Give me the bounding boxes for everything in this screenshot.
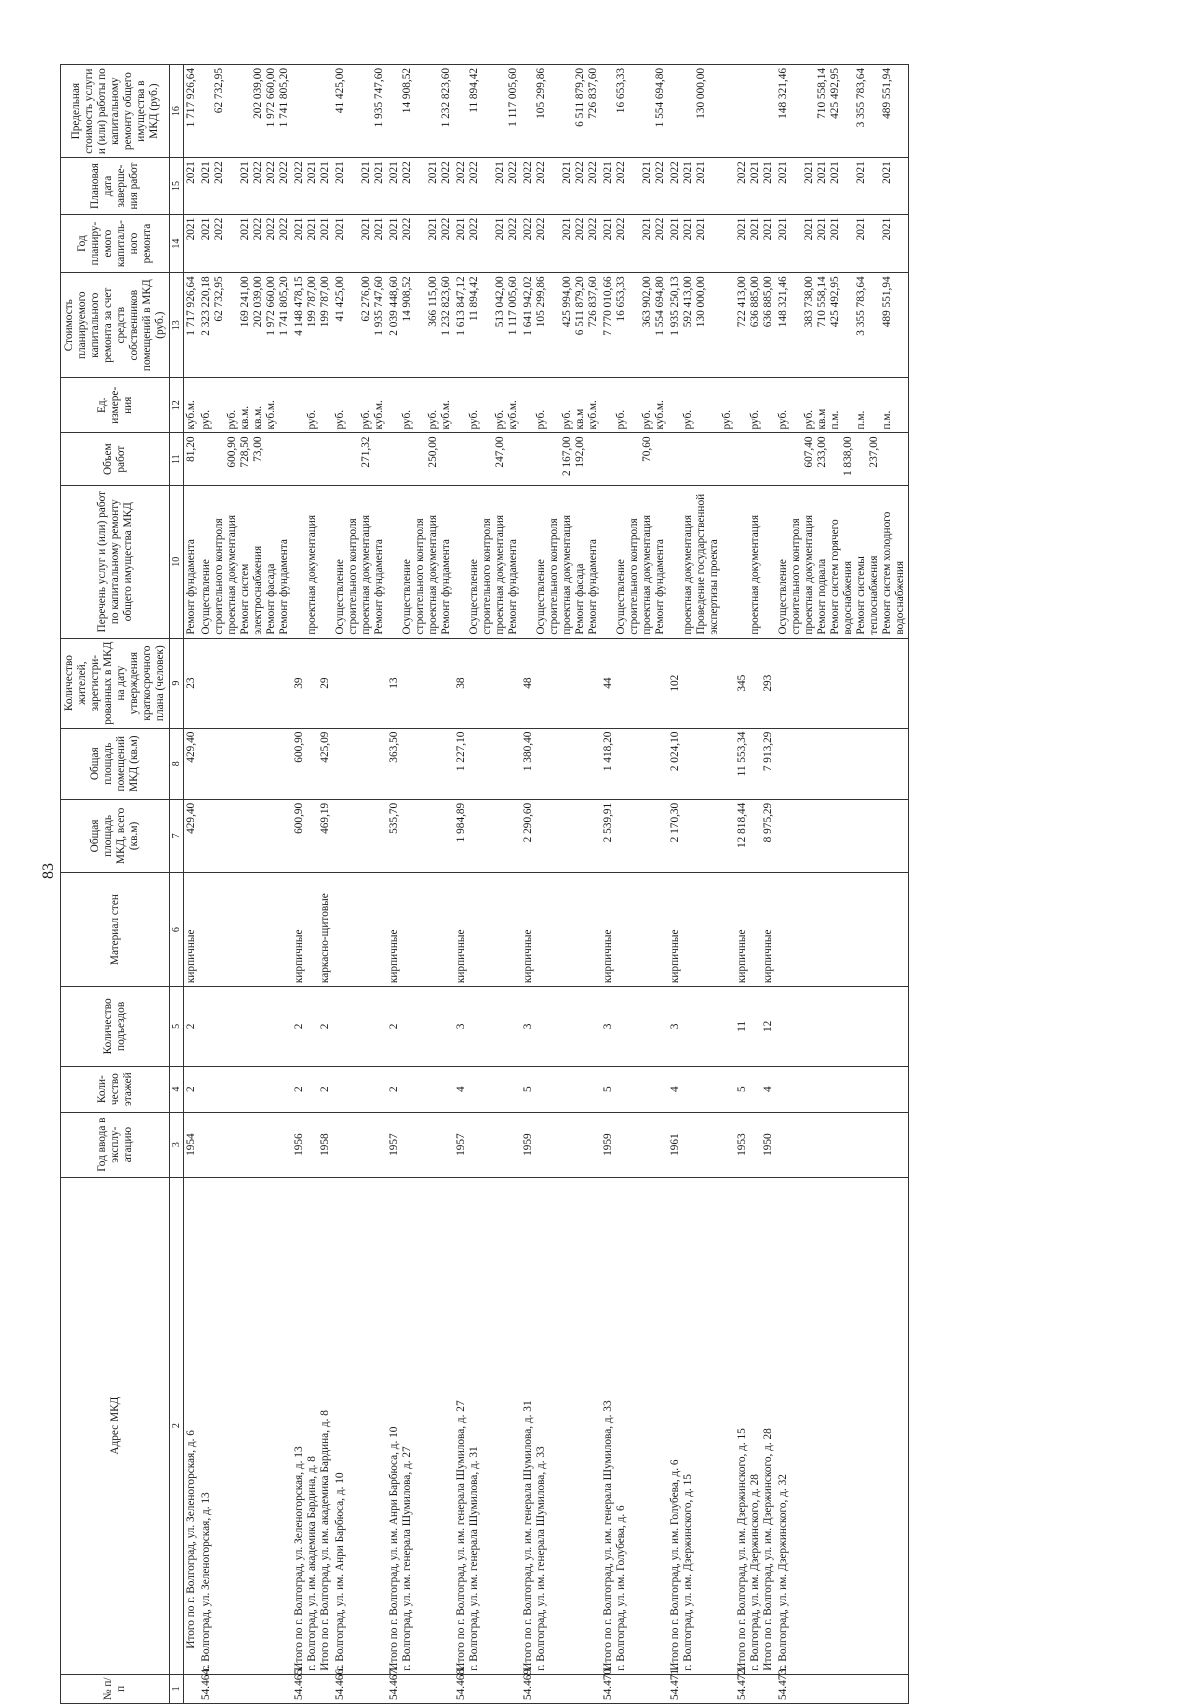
cell-premises-area: 11 553,34 7 913,29 bbox=[735, 728, 776, 799]
cell-residents: 44 bbox=[601, 638, 668, 728]
cell-total-area: 2 170,30 bbox=[668, 799, 735, 872]
cell-cost-limit: 105 299,86 6 511 879,20 726 837,60 bbox=[521, 65, 601, 158]
column-header-5: Количество подъездов bbox=[61, 987, 170, 1067]
cell-year-built bbox=[776, 1112, 909, 1177]
cell-total-area bbox=[776, 799, 909, 872]
cell-residents bbox=[776, 638, 909, 728]
cell-premises-area: 1 227,10 bbox=[454, 728, 521, 799]
table-header bbox=[61, 65, 184, 1704]
page-number: 83 bbox=[40, 863, 57, 879]
column-number-5: 5 bbox=[170, 987, 184, 1067]
cell-entrances bbox=[333, 987, 387, 1067]
cell-premises-area bbox=[199, 728, 292, 799]
cell-floors bbox=[199, 1066, 292, 1112]
cell-work-volume bbox=[668, 433, 735, 485]
cell-wall-material: кирпичные bbox=[668, 873, 735, 987]
cell-wall-material bbox=[199, 873, 292, 987]
cell-wall-material bbox=[333, 873, 387, 987]
cell-unit: руб. руб. куб.м. bbox=[454, 378, 521, 433]
cell-work-volume: 600,90 728,50 73,00 bbox=[199, 433, 292, 485]
cell-unit: руб. руб. bbox=[668, 378, 735, 433]
cell-entrances: 3 bbox=[454, 987, 521, 1067]
column-number-14: 14 bbox=[170, 214, 184, 273]
cell-entrances: 2 2 bbox=[292, 987, 333, 1067]
cell-repair-year: 2021 2021 2021 bbox=[292, 214, 333, 273]
column-number-1: 1 bbox=[170, 1674, 184, 1703]
cell-premises-area: 1 380,40 bbox=[521, 728, 601, 799]
cell-residents: 23 bbox=[184, 638, 200, 728]
cell-entrances bbox=[776, 987, 909, 1067]
cell-completion-date: 2021 bbox=[184, 158, 200, 215]
cell-work-list: Осуществление строительного контроля проектная документация Ремонт подвала Ремонт систем горячего водоснабжения Ремонт системы теплоснабжения Ремонт систем холодного водоснабжения bbox=[776, 485, 909, 638]
cell-repair-year: 2021 2021 2021 bbox=[735, 214, 776, 273]
cell-premises-area: 600,90 425,09 bbox=[292, 728, 333, 799]
column-header-7: Общая площадь МКД, всего (кв.м) bbox=[61, 799, 170, 872]
column-number-7: 7 bbox=[170, 799, 184, 872]
cell-completion-date: 2022 2021 2021 bbox=[292, 158, 333, 215]
cell-address: Итого по г. Волгоград, ул. им. генерала Шумилова, д. 33 г. Волгоград, ул. им. Голубева, д. 6 bbox=[601, 1177, 668, 1674]
cell-year-built: 1961 bbox=[668, 1112, 735, 1177]
cell-work-volume: 250,00 bbox=[387, 433, 454, 485]
column-header-6: Материал стен bbox=[61, 873, 170, 987]
cell-year-built: 1957 bbox=[454, 1112, 521, 1177]
cell-work-volume: 2 167,00 192,00 bbox=[521, 433, 601, 485]
table-row bbox=[387, 65, 454, 1704]
cell-total-area bbox=[333, 799, 387, 872]
cell-total-area: 12 818,44 8 975,29 bbox=[735, 799, 776, 872]
cell-premises-area: 429,40 bbox=[184, 728, 200, 799]
column-number-16: 16 bbox=[170, 65, 184, 158]
column-number-9: 9 bbox=[170, 638, 184, 728]
cell-planned-cost: 1 717 926,64 bbox=[184, 273, 200, 378]
table-row bbox=[601, 65, 668, 1704]
cell-unit: руб. руб. куб.м. bbox=[601, 378, 668, 433]
cell-residents bbox=[333, 638, 387, 728]
cell-wall-material: кирпичные bbox=[521, 873, 601, 987]
cell-repair-year: 2021 2022 2021 2022 bbox=[601, 214, 668, 273]
cell-completion-date: 2021 2021 2021 bbox=[333, 158, 387, 215]
cell-planned-cost: 1 935 250,13 592 413,00 130 000,00 bbox=[668, 273, 735, 378]
cell-total-area bbox=[199, 799, 292, 872]
cell-residents bbox=[199, 638, 292, 728]
cell-floors: 5 4 bbox=[735, 1066, 776, 1112]
column-number-11: 11 bbox=[170, 433, 184, 485]
cell-address: Итого по г. Волгоград, ул. им. генерала Шумилова, д. 31 г. Волгоград, ул. им. генерала Шумилова, д. 33 bbox=[521, 1177, 601, 1674]
cell-residents: 102 bbox=[668, 638, 735, 728]
cell-work-volume bbox=[292, 433, 333, 485]
column-number-3: 3 bbox=[170, 1112, 184, 1177]
cell-row-number: 54.464. bbox=[199, 1674, 292, 1703]
table-row bbox=[454, 65, 521, 1704]
cell-unit: руб. руб. кв.м. кв.м. куб.м. bbox=[199, 378, 292, 433]
cell-premises-area: 363,50 bbox=[387, 728, 454, 799]
column-number-15: 15 bbox=[170, 158, 184, 215]
cell-row-number: 54.473. bbox=[776, 1674, 909, 1703]
cell-floors: 5 bbox=[601, 1066, 668, 1112]
column-header-10: Перечень услуг и (или) работ по капитальному ремонту общего имущества МКД bbox=[61, 485, 170, 638]
column-number-6: 6 bbox=[170, 873, 184, 987]
column-header-3: Год ввода в эксплу-атацию bbox=[61, 1112, 170, 1177]
cell-completion-date: 2021 2021 2021 2021 2021 2021 bbox=[776, 158, 909, 215]
cell-unit: куб.м. bbox=[184, 378, 200, 433]
cell-cost-limit: 41 425,00 1 935 747,60 bbox=[333, 65, 387, 158]
cell-entrances: 3 bbox=[668, 987, 735, 1067]
cell-unit: руб. руб. куб.м. bbox=[387, 378, 454, 433]
cell-completion-date: 2022 2021 2021 bbox=[735, 158, 776, 215]
cell-address: г. Волгоград, ул. им. Анри Барбюса, д. 10 bbox=[333, 1177, 387, 1674]
cell-planned-cost: 1 641 942,02 105 299,86 425 994,00 6 511 879,20 726 837,60 bbox=[521, 273, 601, 378]
cell-completion-date: 2021 2022 2021 2022 bbox=[387, 158, 454, 215]
cell-year-built: 1959 bbox=[601, 1112, 668, 1177]
cell-year-built bbox=[199, 1112, 292, 1177]
table-body bbox=[184, 65, 909, 1704]
cell-address: г. Волгоград, ул. Зеленогорская, д. 13 bbox=[199, 1177, 292, 1674]
table-row bbox=[292, 65, 333, 1704]
table-row bbox=[776, 65, 909, 1704]
column-number-4: 4 bbox=[170, 1066, 184, 1112]
cell-wall-material: кирпичные bbox=[184, 873, 200, 987]
cell-residents: 48 bbox=[521, 638, 601, 728]
table-row bbox=[333, 65, 387, 1704]
cell-year-built: 1959 bbox=[521, 1112, 601, 1177]
cell-total-area: 535,70 bbox=[387, 799, 454, 872]
cell-wall-material: кирпичные bbox=[387, 873, 454, 987]
cell-cost-limit bbox=[735, 65, 776, 158]
cell-total-area: 1 984,89 bbox=[454, 799, 521, 872]
cell-planned-cost: 2 039 448,60 14 908,52 366 115,00 1 232 823,60 bbox=[387, 273, 454, 378]
column-header-14: Год планиру-емого капиталь-ного ремонта bbox=[61, 214, 170, 273]
cell-work-list: Осуществление строительного контроля проектная документация Ремонт фундамента bbox=[454, 485, 521, 638]
cell-planned-cost: 41 425,00 62 276,00 1 935 747,60 bbox=[333, 273, 387, 378]
cell-floors: 5 bbox=[521, 1066, 601, 1112]
table-row bbox=[668, 65, 735, 1704]
cell-residents: 345 293 bbox=[735, 638, 776, 728]
cell-premises-area bbox=[333, 728, 387, 799]
cell-entrances: 2 bbox=[184, 987, 200, 1067]
table-row bbox=[199, 65, 292, 1704]
cell-repair-year: 2021 2022 2021 2022 bbox=[387, 214, 454, 273]
cell-cost-limit: 14 908,52 1 232 823,60 bbox=[387, 65, 454, 158]
cell-cost-limit: 62 732,95 202 039,00 1 972 660,00 1 741 805,20 bbox=[199, 65, 292, 158]
cell-work-volume: 81,20 bbox=[184, 433, 200, 485]
cell-planned-cost: 722 413,00 636 885,00 636 885,00 bbox=[735, 273, 776, 378]
cell-planned-cost: 2 323 220,18 62 732,95 169 241,00 202 039,00 1 972 660,00 1 741 805,20 bbox=[199, 273, 292, 378]
column-number-2: 2 bbox=[170, 1177, 184, 1674]
cell-row-number: 54.470. bbox=[601, 1674, 668, 1703]
cell-residents: 13 bbox=[387, 638, 454, 728]
cell-floors: 2 2 bbox=[292, 1066, 333, 1112]
cell-entrances: 2 bbox=[387, 987, 454, 1067]
cell-total-area: 2 539,91 bbox=[601, 799, 668, 872]
cell-work-list: проектная документация Проведение государственной экспертизы проекта bbox=[668, 485, 735, 638]
cell-row-number: 54.471. bbox=[668, 1674, 735, 1703]
cell-total-area: 429,40 bbox=[184, 799, 200, 872]
cell-floors bbox=[776, 1066, 909, 1112]
cell-unit: руб. bbox=[735, 378, 776, 433]
cell-wall-material: кирпичные bbox=[601, 873, 668, 987]
cell-address: Итого по г. Волгоград, ул. им. Дзержинского, д. 15 г. Волгоград, ул. им. Дзержинского, д. 28 Итого по г. Волгоград, ул. им. Дзержинского, д. 28 bbox=[735, 1177, 776, 1674]
cell-cost-limit: 16 653,33 1 554 694,80 bbox=[601, 65, 668, 158]
cell-work-list: Осуществление строительного контроля проектная документация Ремонт систем электроснабжения Ремонт фасада Ремонт фундамента bbox=[199, 485, 292, 638]
column-header-8: Общая площадь помещений МКД (кв.м) bbox=[61, 728, 170, 799]
cell-year-built: 1953 1950 bbox=[735, 1112, 776, 1177]
column-number-13: 13 bbox=[170, 273, 184, 378]
cell-premises-area: 1 418,20 bbox=[601, 728, 668, 799]
cell-work-volume: 70,60 bbox=[601, 433, 668, 485]
cell-work-volume bbox=[735, 433, 776, 485]
cell-completion-date: 2022 2022 2021 2022 bbox=[454, 158, 521, 215]
cell-address: Итого по г. Волгоград, ул. Зеленогорская, д. 6 bbox=[184, 1177, 200, 1674]
cell-year-built: 1954 bbox=[184, 1112, 200, 1177]
cell-entrances: 3 bbox=[521, 987, 601, 1067]
repair-plan-table bbox=[60, 64, 909, 1704]
cell-year-built: 1957 bbox=[387, 1112, 454, 1177]
cell-work-list: Ремонт фундамента bbox=[184, 485, 200, 638]
column-header-13: Стоимость планируемого капитального ремонта за счет средств собственников помещений в МКД (руб.) bbox=[61, 273, 170, 378]
cell-entrances: 3 bbox=[601, 987, 668, 1067]
cell-cost-limit: 130 000,00 bbox=[668, 65, 735, 158]
cell-work-list: Осуществление строительного контроля проектная документация Ремонт фундамента bbox=[333, 485, 387, 638]
cell-unit: руб. руб. кв.м п.м. п.м. п.м. bbox=[776, 378, 909, 433]
cell-repair-year: 2021 bbox=[184, 214, 200, 273]
cell-repair-year: 2021 2022 2021 2022 2022 2022 bbox=[199, 214, 292, 273]
cell-row-number: 54.467. bbox=[387, 1674, 454, 1703]
cell-cost-limit: 1 717 926,64 bbox=[184, 65, 200, 158]
column-header-11: Объем работ bbox=[61, 433, 170, 485]
cell-unit: руб. руб. кв.м куб.м. bbox=[521, 378, 601, 433]
cell-repair-year: 2022 2022 2021 2022 2022 bbox=[521, 214, 601, 273]
cell-repair-year: 2021 2021 2021 bbox=[333, 214, 387, 273]
cell-total-area: 2 290,60 bbox=[521, 799, 601, 872]
cell-planned-cost: 1 613 847,12 11 894,42 513 042,00 1 117 005,60 bbox=[454, 273, 521, 378]
cell-unit: руб. руб. куб.м. bbox=[333, 378, 387, 433]
cell-address: г. Волгоград, ул. им. Дзержинского, д. 32 bbox=[776, 1177, 909, 1674]
cell-residents: 39 29 bbox=[292, 638, 333, 728]
cell-wall-material: кирпичные каркасно-щитовые bbox=[292, 873, 333, 987]
cell-planned-cost: 7 770 010,66 16 653,33 363 902,00 1 554 694,80 bbox=[601, 273, 668, 378]
column-header-1: № п/п bbox=[61, 1674, 170, 1703]
cell-floors: 2 bbox=[184, 1066, 200, 1112]
cell-planned-cost: 148 321,46 383 738,00 710 558,14 425 492,95 3 355 783,64 489 551,94 bbox=[776, 273, 909, 378]
cell-repair-year: 2021 2021 2021 2021 2021 2021 bbox=[776, 214, 909, 273]
cell-cost-limit: 148 321,46 710 558,14 425 492,95 3 355 783,64 489 551,94 bbox=[776, 65, 909, 158]
cell-year-built: 1956 1958 bbox=[292, 1112, 333, 1177]
cell-work-volume: 271,32 bbox=[333, 433, 387, 485]
cell-floors: 4 bbox=[454, 1066, 521, 1112]
cell-cost-limit bbox=[292, 65, 333, 158]
cell-completion-date: 2022 2022 2021 2022 2022 bbox=[521, 158, 601, 215]
cell-wall-material: кирпичные bbox=[454, 873, 521, 987]
cell-row-number: 54.472. bbox=[735, 1674, 776, 1703]
cell-row-number: 54.469. bbox=[521, 1674, 601, 1703]
cell-floors bbox=[333, 1066, 387, 1112]
cell-row-number bbox=[184, 1674, 200, 1703]
table-row bbox=[521, 65, 601, 1704]
column-header-4: Коли-чество этажей bbox=[61, 1066, 170, 1112]
cell-row-number: 54.468. bbox=[454, 1674, 521, 1703]
cell-wall-material: кирпичные кирпичные bbox=[735, 873, 776, 987]
cell-repair-year: 2021 2021 2021 bbox=[668, 214, 735, 273]
cell-work-list: Осуществление строительного контроля проектная документация Ремонт фундамента bbox=[601, 485, 668, 638]
cell-address: Итого по г. Волгоград, ул. Зеленогорская, д. 13 г. Волгоград, ул. им. академика Бардина, д. 8 Итого по г. Волгоград, ул. им. академика Бардина, д. 8 bbox=[292, 1177, 333, 1674]
table-row bbox=[735, 65, 776, 1704]
column-header-15: Плановая дата заверше-ния работ bbox=[61, 158, 170, 215]
cell-work-list: Осуществление строительного контроля проектная документация Ремонт фасада Ремонт фундамента bbox=[521, 485, 601, 638]
cell-residents: 38 bbox=[454, 638, 521, 728]
table-row bbox=[184, 65, 200, 1704]
cell-floors: 2 bbox=[387, 1066, 454, 1112]
cell-planned-cost: 4 148 478,15 199 787,00 199 787,00 bbox=[292, 273, 333, 378]
cell-premises-area bbox=[776, 728, 909, 799]
cell-work-list: Осуществление строительного контроля проектная документация Ремонт фундамента bbox=[387, 485, 454, 638]
cell-premises-area: 2 024,10 bbox=[668, 728, 735, 799]
cell-year-built bbox=[333, 1112, 387, 1177]
cell-floors: 4 bbox=[668, 1066, 735, 1112]
cell-total-area: 600,90 469,19 bbox=[292, 799, 333, 872]
cell-work-volume: 247,00 bbox=[454, 433, 521, 485]
cell-row-number: 54.465. bbox=[292, 1674, 333, 1703]
cell-wall-material bbox=[776, 873, 909, 987]
column-number-8: 8 bbox=[170, 728, 184, 799]
cell-address: Итого по г. Волгоград, ул. им. Анри Барбюса, д. 10 г. Волгоград, ул. им. генерала Шумилова, д. 27 bbox=[387, 1177, 454, 1674]
cell-entrances: 11 12 bbox=[735, 987, 776, 1067]
cell-work-list: проектная документация bbox=[735, 485, 776, 638]
cell-completion-date: 2021 2022 2021 2022 bbox=[601, 158, 668, 215]
document-frame bbox=[60, 24, 1160, 1704]
cell-completion-date: 2021 2022 2021 2022 2022 2022 bbox=[199, 158, 292, 215]
column-header-2: Адрес МКД bbox=[61, 1177, 170, 1674]
cell-completion-date: 2022 2021 2021 bbox=[668, 158, 735, 215]
column-number-12: 12 bbox=[170, 378, 184, 433]
cell-unit: руб. bbox=[292, 378, 333, 433]
cell-work-volume: 607,40 233,00 1 838,00 237,00 bbox=[776, 433, 909, 485]
column-header-12: Ед. измере-ния bbox=[61, 378, 170, 433]
cell-row-number: 54.466. bbox=[333, 1674, 387, 1703]
column-header-9: Количество жителей, зарегистри-рованных в МКД на дату утверждения краткосрочного плана (человек) bbox=[61, 638, 170, 728]
cell-address: Итого по г. Волгоград, ул. им. генерала Шумилова, д. 27 г. Волгоград, ул. им. генерала Шумилова, д. 31 bbox=[454, 1177, 521, 1674]
cell-cost-limit: 11 894,42 1 117 005,60 bbox=[454, 65, 521, 158]
column-header-16: Предельная стоимость услуги и (или) работы по капитальному ремонту общего имущества в МКД (руб.) bbox=[61, 65, 170, 158]
cell-repair-year: 2021 2022 2021 2022 bbox=[454, 214, 521, 273]
cell-address: Итого по г. Волгоград, ул. им. Голубева, д. 6 г. Волгоград, ул. им. Дзержинского, д. 15 bbox=[668, 1177, 735, 1674]
cell-work-list: проектная документация bbox=[292, 485, 333, 638]
cell-entrances bbox=[199, 987, 292, 1067]
column-number-10: 10 bbox=[170, 485, 184, 638]
